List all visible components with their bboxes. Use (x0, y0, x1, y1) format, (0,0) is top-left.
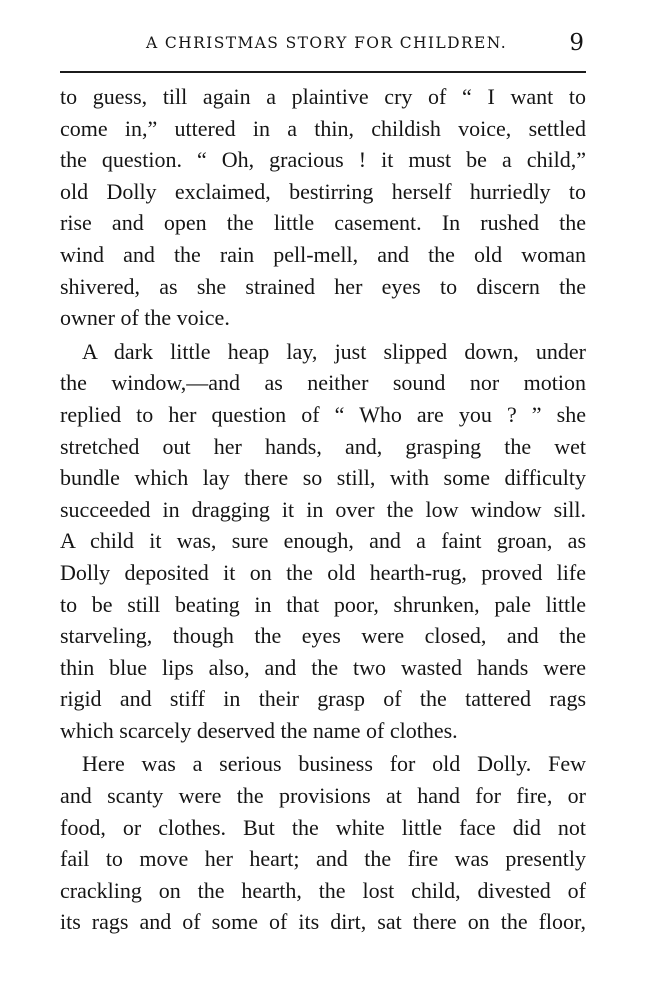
text-line: Here was a serious business for old Dolly. Few (82, 751, 586, 777)
running-head (60, 30, 586, 58)
paragraph-3 (60, 748, 586, 938)
text-line: A child it was, sure enough, and a faint groan, as (60, 528, 586, 554)
running-title: A CHRISTMAS STORY FOR CHILDREN. (146, 34, 508, 52)
text-line: old Dolly exclaimed, bestirring herself hurriedly to (60, 178, 586, 204)
text-line: A dark little heap lay, just slipped down, under (82, 338, 586, 364)
paragraph-2 (60, 336, 586, 747)
text-line: bundle which lay there so still, with some difficulty (60, 465, 586, 491)
header-rule (60, 71, 586, 73)
text-line: the question. “ Oh, gracious ! it must be a child,” (60, 147, 586, 173)
text-line: owner of the voice. (60, 305, 230, 331)
text-line: rigid and stiff in their grasp of the tattered rags (60, 686, 586, 712)
text-line: succeeded in dragging it in over the low window sill. (60, 496, 586, 522)
text-line: the window,—and as neither sound nor motion (60, 370, 586, 396)
text-line: wind and the rain pell-mell, and the old woman (60, 241, 586, 267)
text-line: crackling on the hearth, the lost child, divested of (60, 877, 586, 903)
text-line: rise and open the little casement. In rushed the (60, 210, 586, 236)
paragraph-1 (60, 81, 586, 334)
text-line: Dolly deposited it on the old hearth-rug, proved life (60, 559, 586, 585)
body-text (60, 81, 586, 938)
text-line: to be still beating in that poor, shrunken, pale little (60, 591, 586, 617)
text-line: food, or clothes. But the white little face did not (60, 814, 586, 840)
text-line: its rags and of some of its dirt, sat there on the floor, (60, 909, 586, 935)
text-line: which scarcely deserved the name of clothes. (60, 717, 458, 743)
text-line: replied to her question of “ Who are you ? ” she (60, 401, 586, 427)
text-line: and scanty were the provisions at hand for fire, or (60, 783, 586, 809)
text-line: shivered, as she strained her eyes to discern the (60, 273, 586, 299)
text-line: fail to move her heart; and the fire was presently (60, 846, 586, 872)
page-number: 9 (569, 30, 584, 56)
text-line: thin blue lips also, and the two wasted hands were (60, 654, 586, 680)
text-line: starveling, though the eyes were closed, and the (60, 623, 586, 649)
text-line: stretched out her hands, and, grasping the wet (60, 433, 586, 459)
text-line: to guess, till again a plaintive cry of “ I want to (60, 84, 586, 109)
text-line: come in,” uttered in a thin, childish voice, settled (60, 115, 586, 141)
